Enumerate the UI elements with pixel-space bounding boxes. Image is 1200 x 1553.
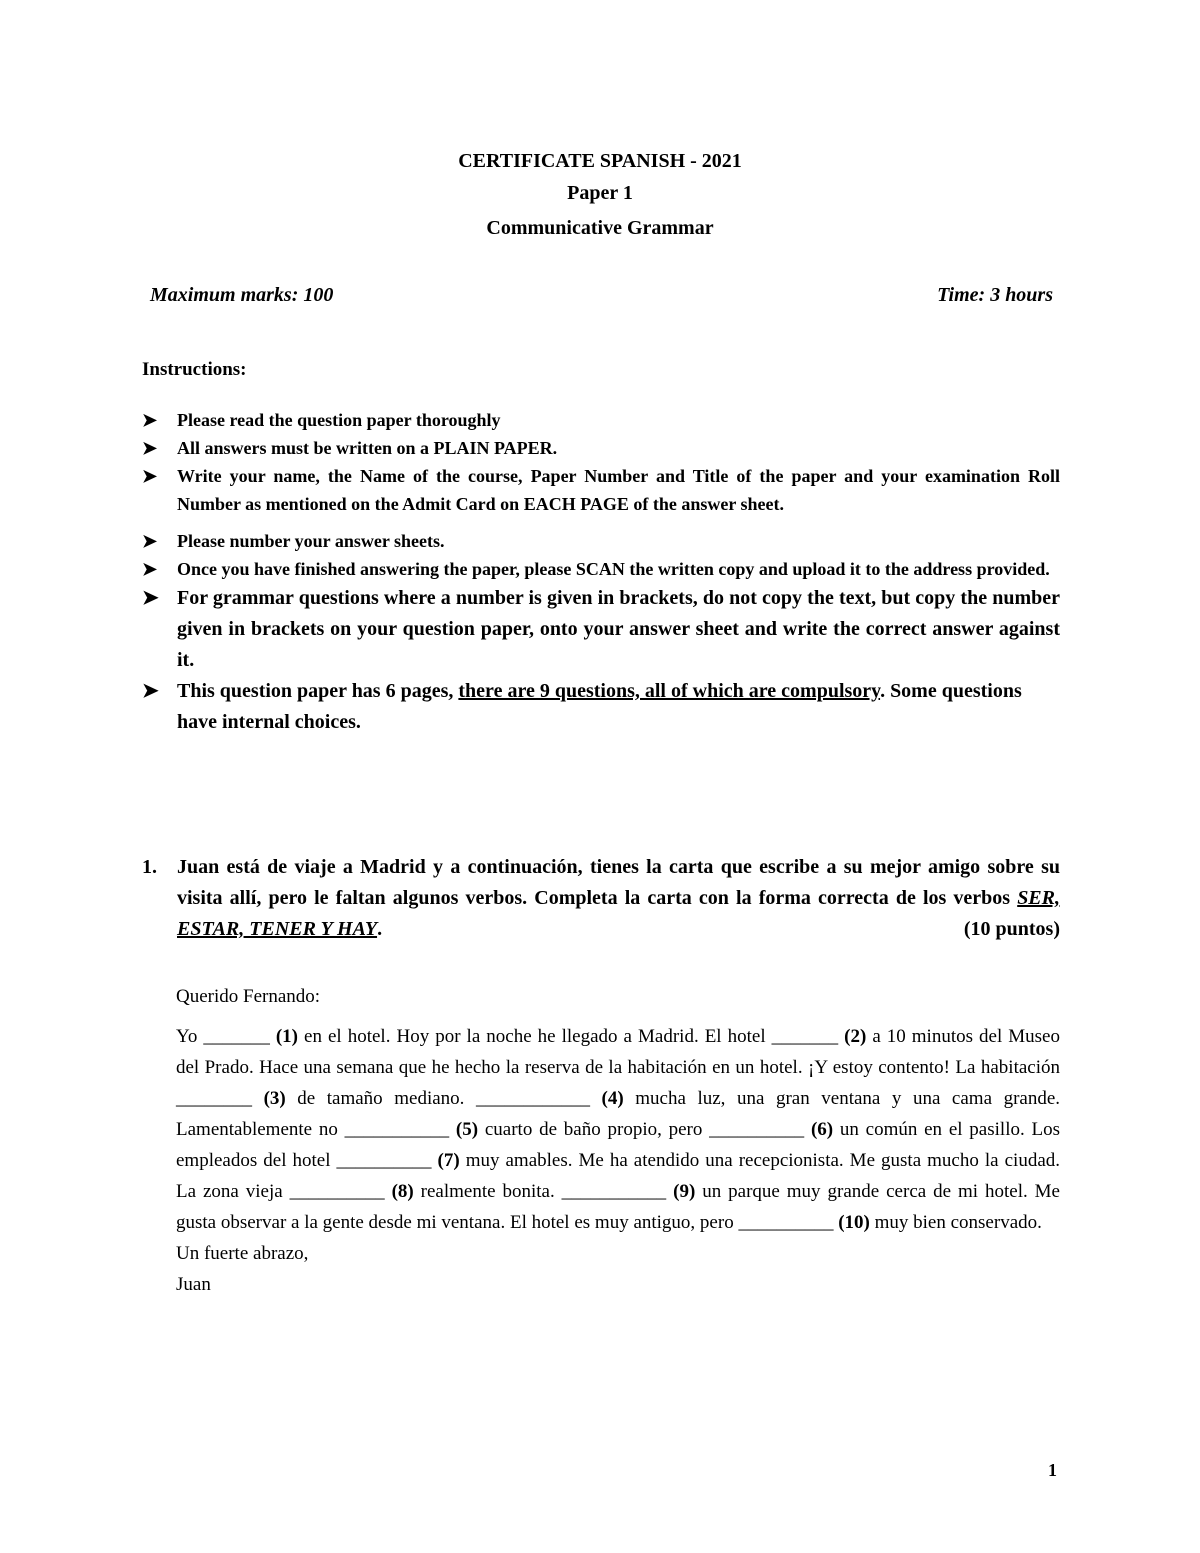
blank-number: (2) bbox=[844, 1026, 867, 1047]
arrow-bullet-icon: ➤ bbox=[142, 466, 158, 486]
blank-number: (1) bbox=[275, 1026, 299, 1047]
page-number: 1 bbox=[1048, 1460, 1057, 1480]
maximum-marks: Maximum marks: 100 bbox=[150, 284, 334, 306]
arrow-bullet-icon: ➤ bbox=[142, 587, 159, 609]
instruction-item: ➤ This question paper has 6 pages, there are 9 questions, all of which are compulsory. Some questions have internal choices. bbox=[142, 676, 1060, 738]
instructions-list bbox=[142, 406, 1060, 738]
instruction-item: ➤ Write your name, the Name of the course, Paper Number and Title of the paper and your examination Roll Number as mentioned on the Admit Card on EACH PAGE of the answer sheet. bbox=[142, 462, 1060, 518]
question-1 bbox=[142, 852, 1060, 945]
instruction-item: ➤ All answers must be written on a PLAIN PAPER. bbox=[142, 434, 1060, 462]
exam-title: CERTIFICATE SPANISH - 2021 bbox=[458, 150, 742, 172]
letter-closing: Un fuerte abrazo, bbox=[176, 1243, 309, 1264]
blank-number: (5) bbox=[455, 1119, 479, 1140]
letter-body: Yo _______ (1) en el hotel. Hoy por la noche he llegado a Madrid. El hotel _______ (2) a 10 minutos del Museo del Prado. Hace una semana que he hecho la reserva de la habitación en un hotel. ¡Y estoy contento! La habitación ________ (3) de tamaño mediano. ____________ (4) mucha luz, una gran ventana y una cama grande. Lamentablemente no ___________ (5) cuarto de baño propio, pero __________ (6) un común en el pasillo. Los empleados del hotel __________ (7) muy amables. Me ha atendido una recepcionista. Me gusta mucho la ciudad. La zona vieja __________ (8) realmente bonita. ___________ (9) un parque muy grande cerca de mi hotel. Me gusta observar a la gente desde mi ventana. El hotel es muy antiguo, pero __________ (10) muy bien conservado. bbox=[176, 1026, 1061, 1233]
blank-number: (6) bbox=[810, 1119, 834, 1140]
blank-number: (7) bbox=[437, 1150, 460, 1171]
paper-subject: Communicative Grammar bbox=[486, 217, 714, 239]
question-points: (10 puntos) bbox=[963, 918, 1060, 940]
blank-number: (8) bbox=[391, 1181, 414, 1202]
letter-greeting: Querido Fernando: bbox=[176, 986, 321, 1007]
instructions-title: Instructions: bbox=[142, 359, 247, 380]
instruction-item: ➤ Please read the question paper thoroughly bbox=[142, 406, 1060, 434]
instruction-item: ➤ Please number your answer sheets. bbox=[142, 527, 1060, 555]
time-allowed: Time: 3 hours bbox=[937, 284, 1053, 306]
arrow-bullet-icon: ➤ bbox=[142, 680, 159, 702]
arrow-bullet-icon: ➤ bbox=[142, 531, 158, 551]
paper-number: Paper 1 bbox=[567, 182, 633, 204]
arrow-bullet-icon: ➤ bbox=[142, 438, 158, 458]
compulsory-note: there are 9 questions, all of which are compulsory bbox=[458, 680, 881, 702]
blank-number: (3) bbox=[263, 1088, 286, 1109]
letter bbox=[176, 981, 1060, 1300]
instruction-item: ➤ Once you have finished answering the paper, please SCAN the written copy and upload it to the address provided. bbox=[142, 555, 1060, 583]
arrow-bullet-icon: ➤ bbox=[142, 559, 158, 579]
blank-number: (4) bbox=[601, 1088, 624, 1109]
question-prompt: Juan está de viaje a Madrid y a continuación, tienes la carta que escribe a su mejor amigo sobre su visita allí, pero le faltan algunos verbos. Completa la carta con la forma correcta de los verbos SER, ESTAR, TENER Y HAY. (10 puntos) bbox=[177, 852, 1060, 945]
instruction-item: ➤ For grammar questions where a number is given in brackets, do not copy the text, but copy the number given in brackets on your question paper, onto your answer sheet and write the correct answer against it. bbox=[142, 583, 1060, 676]
arrow-bullet-icon: ➤ bbox=[142, 410, 158, 430]
letter-signature: Juan bbox=[176, 1274, 211, 1295]
blank-number: (9) bbox=[673, 1181, 696, 1202]
question-number: 1. bbox=[142, 856, 157, 878]
blank-number: (10) bbox=[838, 1212, 870, 1233]
verb-list: SER, ESTAR, TENER Y HAY bbox=[177, 887, 1060, 940]
